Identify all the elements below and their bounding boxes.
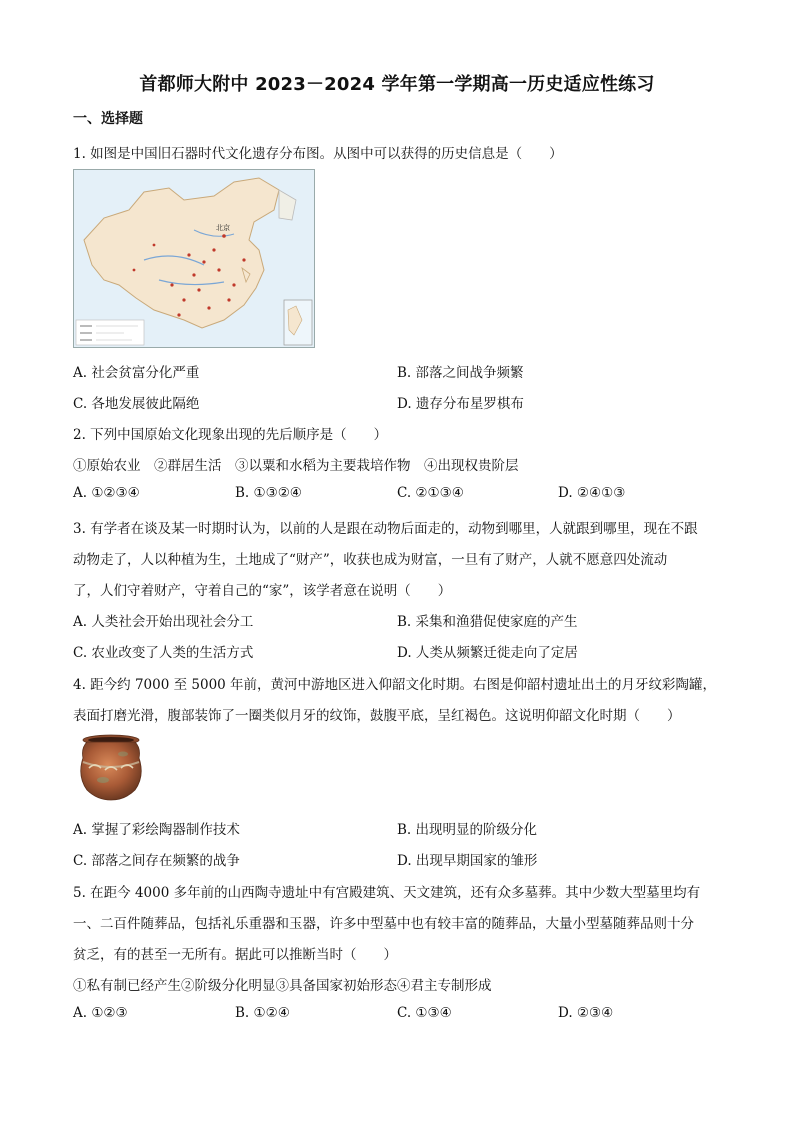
q5-line-3: 贫乏，有的甚至一无所有。据此可以推断当时（ ） [73,947,397,963]
pottery-graphic [73,732,149,804]
page-title: 首都师大附中 2023－2024 学年第一学期高一历史适应性练习 [139,74,655,95]
q4-line-1: 4. 距今约 7000 至 5000 年前，黄河中游地区进入仰韶文化时期。右图是仰韶村遗址出土的月牙纹彩陶罐， [73,677,717,693]
q2-option-d[interactable]: D. ②④①③ [558,485,626,501]
q3-option-a[interactable]: A. 人类社会开始出现社会分工 [73,614,254,630]
q5-option-c[interactable]: C. ①③④ [397,1005,452,1021]
q2-option-c[interactable]: C. ②①③④ [397,485,464,501]
q3-line-3: 了，人们守着财产，守着自己的“家”，该学者意在说明（ ） [73,583,452,599]
q5-option-b[interactable]: B. ①②④ [235,1005,290,1021]
q2-stem: 2. 下列中国原始文化现象出现的先后顺序是（ ） [73,427,388,443]
q4-line-2: 表面打磨光滑，腹部装饰了一圈类似月牙的纹饰，鼓腹平底，呈红褐色。这说明仰韶文化时期（ ） [73,708,681,724]
section-heading: 一、选择题 [73,111,143,127]
q3-line-1: 3. 有学者在谈及某一时期时认为，以前的人是跟在动物后面走的，动物到哪里，人就跟到哪里，现在不跟 [73,521,698,537]
q4-option-c[interactable]: C. 部落之间存在频繁的战争 [73,853,240,869]
q4-option-a[interactable]: A. 掌握了彩绘陶器制作技术 [73,822,240,838]
q1-option-b[interactable]: B. 部落之间战争频繁 [397,365,524,381]
q1-stem: 1. 如图是中国旧石器时代文化遗存分布图。从图中可以获得的历史信息是（ ） [73,146,563,162]
q4-option-b[interactable]: B. 出现明显的阶级分化 [397,822,538,838]
painted-pottery-jar-image [73,732,149,804]
q3-line-2: 动物走了，人以种植为生，土地成了“财产”，收获也成为财富，一旦有了财产，人就不愿意四处流动 [73,552,668,568]
q1-option-a[interactable]: A. 社会贫富分化严重 [73,365,200,381]
q5-line-1: 5. 在距今 4000 多年前的山西陶寺遗址中有宫殿建筑、天文建筑，还有众多墓葬。其中少数大型墓里均有 [73,885,701,901]
q5-option-d[interactable]: D. ②③④ [558,1005,614,1021]
q3-option-d[interactable]: D. 人类从频繁迁徙走向了定居 [397,645,578,661]
map-label-beijing: 北京 [216,224,230,232]
q5-items: ①私有制已经产生②阶级分化明显③具备国家初始形态④君主专制形成 [73,978,492,994]
q2-items: ①原始农业 ②群居生活 ③以粟和水稻为主要栽培作物 ④出现权贵阶层 [73,458,519,474]
q5-line-2: 一、二百件随葬品，包括礼乐重器和玉器，许多中型墓中也有较丰富的随葬品，大量小型墓随葬品则十分 [73,916,694,932]
q3-option-c[interactable]: C. 农业改变了人类的生活方式 [73,645,254,661]
q1-option-d[interactable]: D. 遗存分布星罗棋布 [397,396,524,412]
q3-option-b[interactable]: B. 采集和渔猎促使家庭的产生 [397,614,578,630]
china-paleolithic-map [73,169,315,348]
q1-option-c[interactable]: C. 各地发展彼此隔绝 [73,396,200,412]
q2-option-a[interactable]: A. ①②③④ [73,485,140,501]
q2-option-b[interactable]: B. ①③②④ [235,485,302,501]
q5-option-a[interactable]: A. ①②③ [73,1005,128,1021]
map-graphic [74,170,314,347]
q4-option-d[interactable]: D. 出现早期国家的雏形 [397,853,538,869]
